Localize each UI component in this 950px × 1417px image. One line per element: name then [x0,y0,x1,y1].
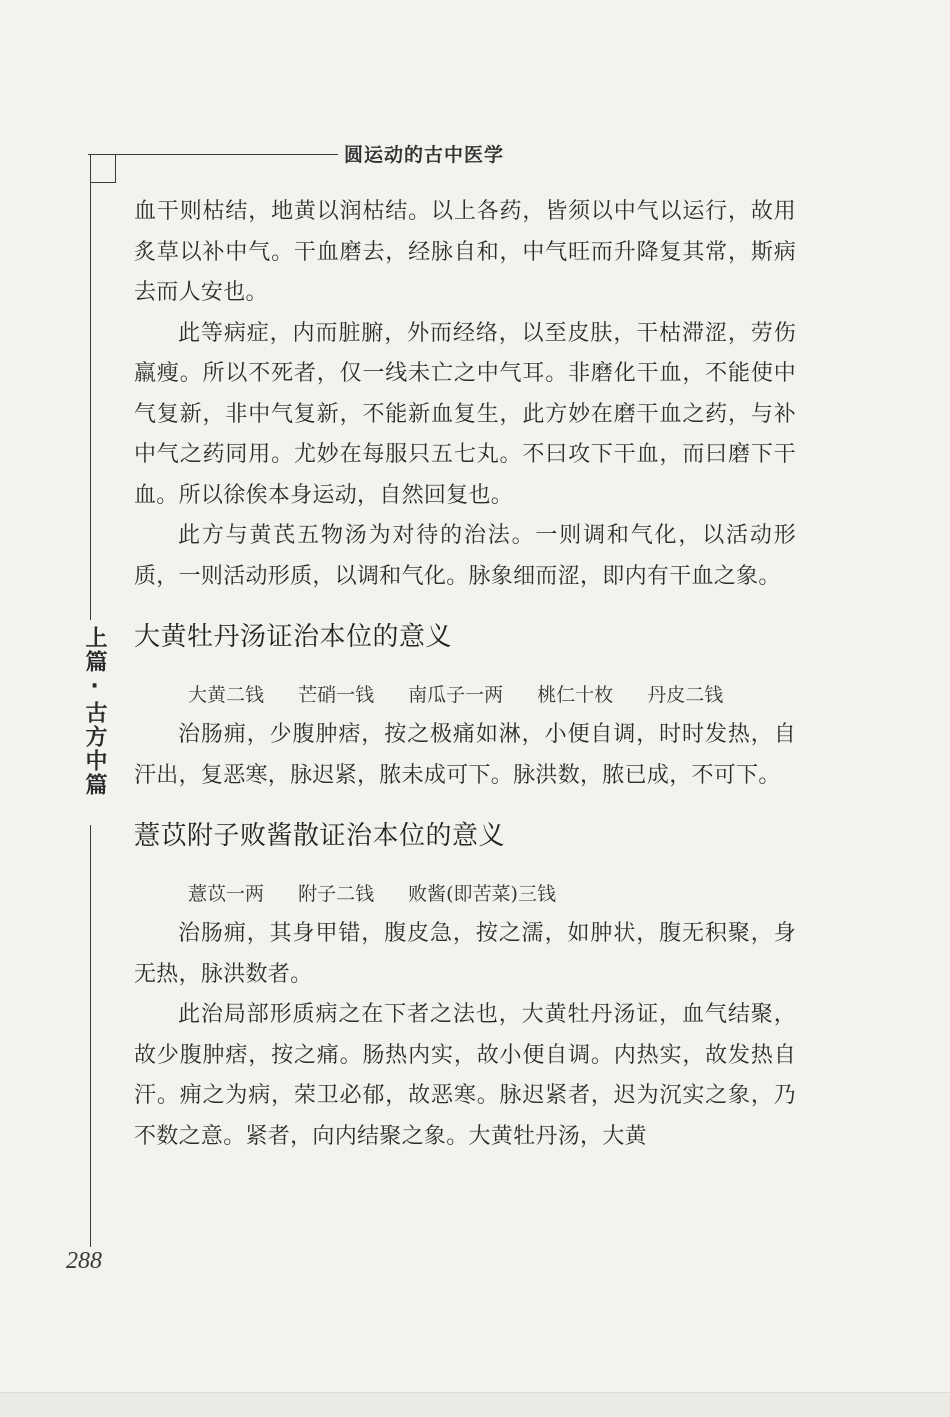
ingredient: 附子二钱 [298,883,375,905]
formula-dahuang [134,675,796,715]
side-rule-top [90,182,91,620]
running-header-title: 圆运动的古中医学 [344,144,505,166]
paragraph-6: 此治局部形质病之在下者之法也，大黄牡丹汤证，血气结聚，故少腹肿痞，按之痛。肠热内实，故小便自调。内热实，故发热自汗。痈之为病，荣卫必郁，故恶寒。脉迟紧者，迟为沉实之象，乃不数之意。紧者，向内结聚之象。大黄牡丹汤，大黄 [134,1002,796,1149]
page-edge [0,1392,950,1417]
ingredient: 南瓜子一两 [408,684,504,706]
page-number: 288 [66,1248,102,1274]
ingredient: 薏苡一两 [188,883,265,905]
header-corner-box [90,155,116,183]
ingredient: 败酱(即苦菜)三钱 [408,883,556,905]
paragraph-4: 治肠痈，少腹肿痞，按之极痛如淋，小便自调，时时发热，自汗出，复恶寒，脉迟紧，脓未成可下。脉洪数，脓已成，不可下。 [134,722,796,788]
paragraph-2: 此等病症，内而脏腑，外而经络，以至皮肤，干枯滞涩，劳伤羸瘦。所以不死者，仅一线未亡之中气耳。非磨化干血，不能使中气复新，非中气复新，不能新血复生，此方妙在磨干血之药，与补中气之药同用。尤妙在每服只五七丸。不曰攻下干血，而曰磨下干血。所以徐俟本身运动，自然回复也。 [134,320,796,508]
header-rule [88,154,338,155]
side-rule-bottom [90,825,91,1247]
body-text [134,192,796,1157]
ingredient: 大黄二钱 [188,684,265,706]
paragraph-1: 血干则枯结，地黄以润枯结。以上各药，皆须以中气以运行，故用炙草以补中气。干血磨去，经脉自和，中气旺而升降复其常，斯病去而人安也。 [134,199,796,305]
paragraph-3: 此方与黄芪五物汤为对待的治法。一则调和气化，以活动形质，一则活动形质，以调和气化。脉象细而涩，即内有干血之象。 [134,523,796,589]
formula-yiyi [134,874,796,914]
side-section-label: 上篇·古方中篇 [82,626,107,797]
paragraph-5: 治肠痈，其身甲错，腹皮急，按之濡，如肿状，腹无积聚，身无热，脉洪数者。 [134,921,796,987]
section-heading-yiyi: 薏苡附子败酱散证治本位的意义 [134,821,506,851]
ingredient: 芒硝一钱 [298,684,375,706]
section-heading-dahuang: 大黄牡丹汤证治本位的意义 [134,622,453,652]
ingredient: 丹皮二钱 [647,684,724,706]
ingredient: 桃仁十枚 [537,684,614,706]
